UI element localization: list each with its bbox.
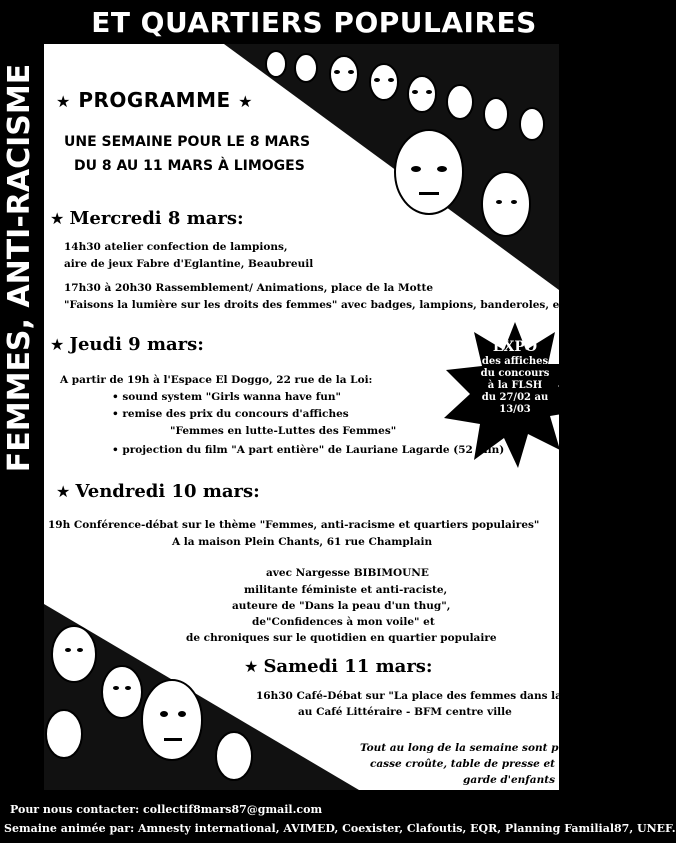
note-line-3: garde d'enfants [463, 774, 555, 786]
programme-line-1: UNE SEMAINE POUR LE 8 MARS [64, 134, 311, 150]
day-title: Vendredi 10 mars: [75, 481, 260, 502]
day-jeudi [50, 334, 204, 355]
jeudi-line-4: "Femmes en lutte-Luttes des Femmes" [170, 425, 397, 437]
mercredi-line-3: 17h30 à 20h30 Rassemblement/ Animations, place de la Motte [64, 282, 434, 294]
star-icon: ★ [50, 209, 65, 228]
day-samedi [244, 656, 433, 677]
star-icon: ★ [56, 92, 71, 111]
day-title: Samedi 11 mars: [263, 656, 433, 677]
programme-heading [56, 88, 253, 112]
expo-line-5: 13/03 [499, 404, 531, 415]
vendredi-line-6: de"Confidences à mon voile" et [252, 616, 435, 628]
mercredi-line-1: 14h30 atelier confection de lampions, [64, 241, 288, 253]
day-vendredi [56, 481, 260, 502]
expo-title: EXPO [492, 339, 538, 355]
vendredi-line-2: A la maison Plein Chants, 61 rue Champlain [172, 536, 433, 548]
day-title: Mercredi 8 mars: [69, 208, 244, 229]
vendredi-line-4: militante féministe et anti-raciste, [244, 584, 448, 596]
mercredi-line-4: "Faisons la lumière sur les droits des femmes" avec badges, lampions, banderoles, etc [64, 299, 571, 311]
day-mercredi [50, 208, 244, 229]
samedi-line-2: au Café Littéraire - BFM centre ville [298, 706, 512, 718]
jeudi-line-1: A partir de 19h à l'Espace El Doggo, 22 rue de la Loi: [60, 374, 373, 386]
star-icon: ★ [56, 482, 71, 501]
organizers-line: Semaine animée par: Amnesty international, AVIMED, Coexister, Clafoutis, EQR, Planning Familial87, UNEF. [4, 822, 676, 835]
expo-text [470, 338, 560, 416]
vendredi-line-5: auteure de "Dans la peau d'un thug", [232, 600, 451, 612]
star-icon: ★ [50, 335, 65, 354]
day-title: Jeudi 9 mars: [69, 334, 204, 355]
programme-line-2: DU 8 AU 11 MARS À LIMOGES [74, 158, 305, 174]
note-line-2: casse croûte, table de presse et [369, 758, 555, 770]
poster-title: ET QUARTIERS POPULAIRES [91, 6, 537, 39]
side-title: FEMMES, ANTI-RACISME [2, 63, 37, 473]
vendredi-line-3: avec Nargesse BIBIMOUNE [266, 567, 429, 579]
jeudi-line-2: • sound system "Girls wanna have fun" [112, 391, 341, 403]
note-line-1: Tout au long de la semaine sont prévus [360, 742, 591, 754]
jeudi-line-5: • projection du film "A part entière" de Lauriane Lagarde (52 min) [112, 444, 505, 456]
expo-line-2: du concours [480, 368, 550, 379]
star-icon: ★ [244, 657, 259, 676]
expo-line-4: du 27/02 au [481, 392, 549, 403]
jeudi-line-3: • remise des prix du concours d'affiches [112, 408, 349, 420]
contact-line: Pour nous contacter: collectif8mars87@gmail.com [10, 803, 323, 816]
week-note [360, 740, 591, 788]
expo-line-1: des affiches [481, 356, 549, 367]
samedi-line-1: 16h30 Café-Débat sur "La place des femmes dans la religion" [256, 690, 618, 702]
star-icon: ★ [238, 92, 253, 111]
programme-label: PROGRAMME [78, 88, 231, 112]
mercredi-line-2: aire de jeux Fabre d'Eglantine, Beaubreuil [64, 258, 314, 270]
vendredi-line-7: de chroniques sur le quotidien en quartier populaire [186, 632, 497, 644]
vendredi-line-1: 19h Conférence-débat sur le thème "Femmes, anti-racisme et quartiers populaires" [48, 519, 540, 531]
expo-line-3: à la FLSH [487, 380, 543, 391]
